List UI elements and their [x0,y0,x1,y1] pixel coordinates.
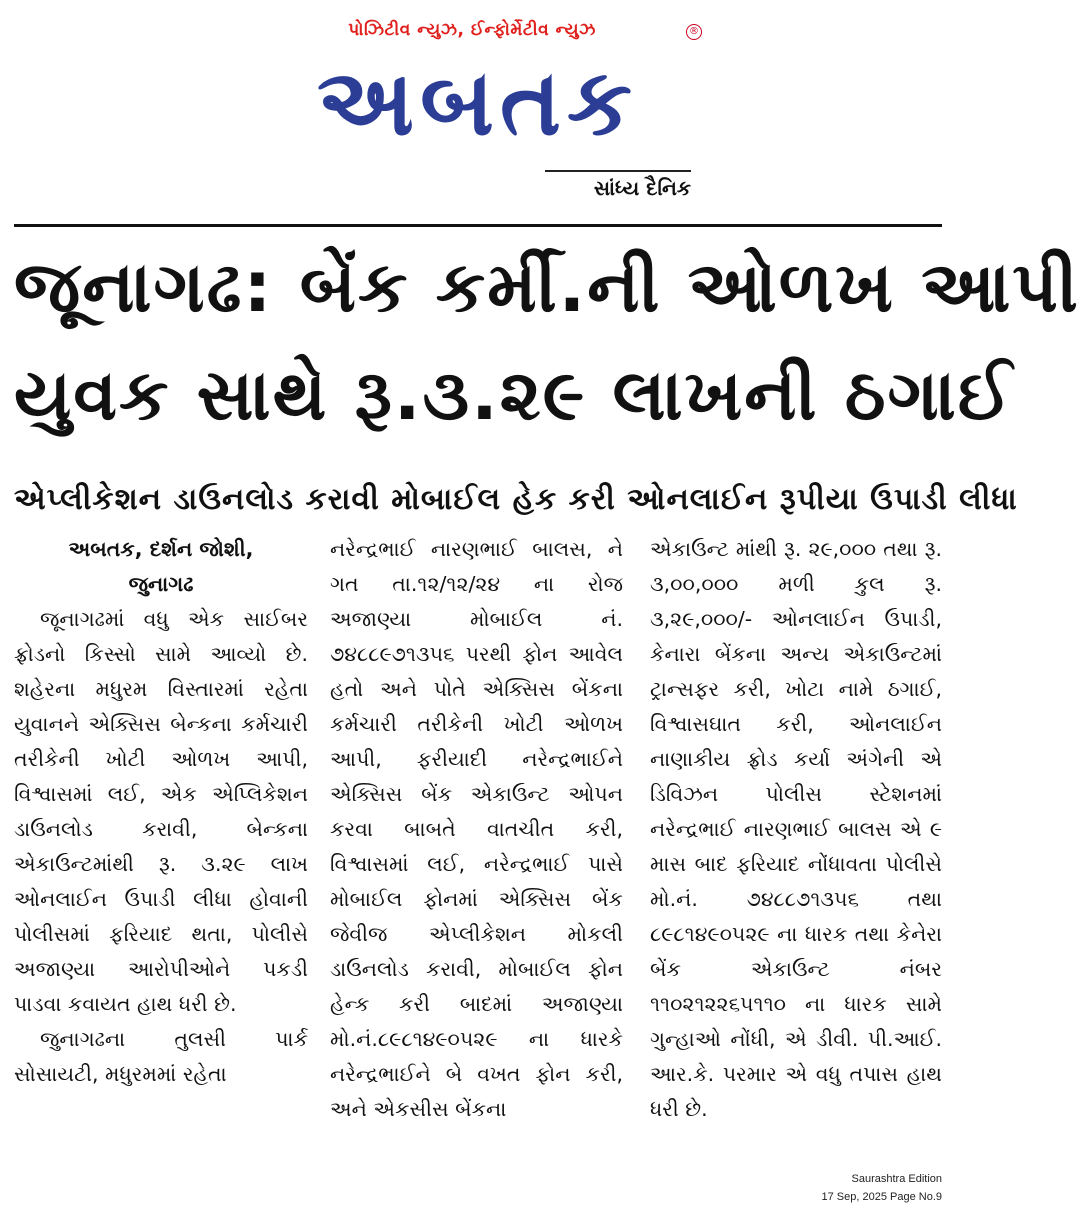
article-column-3-text: એકાઉન્ટ માંથી રૂ. ૨૯,૦૦૦ તથા રૂ. ૩,૦૦,૦૦૦ મળી કુલ રૂ. ૩,૨૯,૦૦૦/- ઓનલાઈન ઉપાડી, કેનારા બેંકના અન્ય એકાઉન્ટમાં ટ્રાન્સફર કરી, ખોટા નામે ઠગાઈ, વિશ્વાસઘાત કરી, ઓનલાઈન નાણાકીય ફ્રોડ કર્યા અંગેની એ ડિવિઝન પોલીસ સ્ટેશનમાં નરેન્દ્રભાઈ નારણભાઈ બાલસ એ ૯ માસ બાદ ફરિયાદ નોંધાવતા પોલીસે મો.નં. ૭૪૮૮૭૧૩૫૬ તથા ૮૯૮૧૪૯૦૫૨૯ ના ધારક તથા કેનેરા બેંક એકાઉન્ટ નંબર ૧૧૦૨૧૨૨૬૫૧૧૦ ના ધારક સામે ગુન્હાઓ નોંધી, એ ડીવી. પી.આઈ. આર.કે. પરમાર એ વધુ તપાસ હાથ ધરી છે. [650,537,942,1121]
page-footer [742,1170,942,1206]
headline-line-1: જૂનાગઢ: બેંક કર્મી.ની ઓળખ આપી [14,246,1080,328]
article-paragraph-1: જૂનાગઢમાં વધુ એક સાઈબર ફ્રોડનો કિસ્સો સામે આવ્યો છે. શહેરના મધુરમ વિસ્તારમાં રહેતા યુવાનને એક્સિસ બેન્કના કર્મચારી તરીકેની ખોટી ઓળખ આપી, વિશ્વાસમાં લઈ, એક એપ્લિકેશન ડાઉનલોડ કરાવી, બેન્કના એકાઉન્ટમાંથી રૂ. ૩.૨૯ લાખ ઓનલાઈન ઉપાડી લીધા હોવાની પોલીસમાં ફરિયાદ થતા, પોલીસે અજાણ્યા આરોપીઓને પકડી પાડવા કવાયત હાથ ધરી છે. [14,607,308,1016]
footer-edition: Saurashtra Edition [851,1173,942,1185]
byline-author: અબતક, દર્શન જોશી, [68,537,254,561]
masthead-rule [14,224,942,227]
subheadline: એપ્લીકેશન ડાઉનલોડ કરાવી મોબાઈલ હેક કરી ઓનલાઈન રૂપીયા ઉપાડી લીધા [14,482,1018,517]
newspaper-logo: અબતક [317,48,638,156]
masthead [0,0,958,210]
footer-date-page: 17 Sep, 2025 Page No.9 [821,1191,942,1203]
subtitle-divider [545,170,691,172]
article-column-2 [330,532,623,1127]
article-column-2-text: નરેન્દ્રભાઈ નારણભાઈ બાલસ, ને ગત તા.૧૨/૧૨/૨૪ ના રોજ અજાણ્યા મોબાઈલ નં. ૭૪૮૮૯૭૧૩૫૬ પરથી ફોન આવેલ હતો અને પોતે એક્સિસ બેંકના કર્મચારી તરીકેની ખોટી ઓળખ આપી, ફરીયાદી નરેન્દ્રભાઈને એક્સિસ બેંક એકાઉન્ટ ઓપન કરવા બાબતે વાતચીત કરી, વિશ્વાસમાં લઈ, નરેન્દ્રભાઈ પાસે મોબાઈલ ફોનમાં એક્સિસ બેંક જેવીજ એપ્લીકેશન મોકલી ડાઉનલોડ કરાવી, મોબાઈલ ફોન હેન્ક કરી બાદમાં અજાણ્યા મો.નં.૮૯૮૧૪૯૦૫૨૯ ના ધારકે નરેન્દ્રભાઈને બે વખત ફોન કરી, અને એકસીસ બેંકના [330,537,623,1121]
article-paragraph-2: જુનાગઢના તુલસી પાર્ક સોસાયટી, મધુરમમાં રહેતા [14,1027,308,1086]
registered-mark-icon: ® [686,24,702,40]
article-column-1 [14,532,308,1092]
masthead-tagline: પોઝિટીવ ન્યુઝ, ઈન્ફોર્મેટીવ ન્યુઝ [348,20,596,40]
article-column-3 [650,532,942,1127]
headline-line-2: યુવક સાથે રૂ.૩.૨૯ લાખની ઠગાઈ [14,354,1014,436]
masthead-subtitle: સાંધ્ય દૈનિક [593,176,691,200]
byline-location: જુનાગઢ [128,572,194,596]
